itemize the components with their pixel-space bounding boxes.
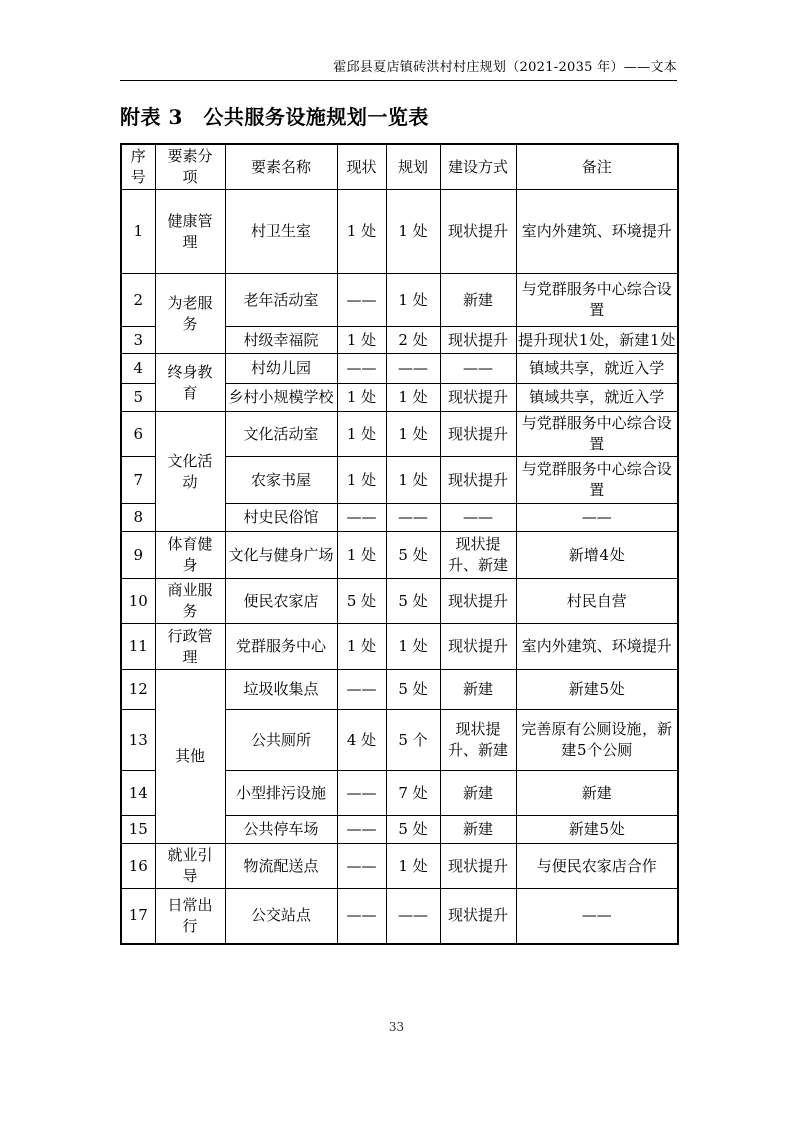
cell-name: 村史民俗馆: [225, 504, 337, 532]
cell-name: 垃圾收集点: [225, 670, 337, 710]
cell-no: 11: [121, 624, 155, 670]
table-row: [121, 579, 678, 624]
cell-category: 日常出行: [155, 889, 225, 944]
table-row: [121, 274, 678, 327]
cell-remark: 与党群服务中心综合设置: [516, 457, 678, 504]
cell-planned: 1 处: [386, 274, 440, 327]
table-body: [121, 190, 678, 944]
cell-planned: 5 个: [386, 710, 440, 771]
cell-no: 14: [121, 771, 155, 816]
cell-remark: 完善原有公厕设施 ，新建 5 个公厕: [516, 710, 678, 771]
cell-remark: 新建 5 处: [516, 670, 678, 710]
cell-category: 终身教育: [155, 354, 225, 412]
cell-planned: 1 处: [386, 457, 440, 504]
cell-no: 9: [121, 532, 155, 579]
column-header-cat: 要素分项: [155, 144, 225, 190]
cell-current: 1 处: [337, 190, 386, 274]
cell-method: 现状提升: [440, 457, 516, 504]
running-header: [120, 56, 677, 81]
cell-remark: ——: [516, 889, 678, 944]
cell-current: ——: [337, 274, 386, 327]
page-number: 33: [388, 1020, 405, 1034]
cell-current: 1 处: [337, 532, 386, 579]
cell-no: 7: [121, 457, 155, 504]
cell-no: 1: [121, 190, 155, 274]
cell-name: 党群服务中心: [225, 624, 337, 670]
cell-name: 公交站点: [225, 889, 337, 944]
cell-method: 现状提升: [440, 384, 516, 412]
cell-current: 1 处: [337, 412, 386, 457]
cell-remark: ——: [516, 504, 678, 532]
cell-planned: 1 处: [386, 190, 440, 274]
cell-method: ——: [440, 354, 516, 384]
cell-no: 5: [121, 384, 155, 412]
cell-category: 其他: [155, 670, 225, 844]
cell-method: 现状提升: [440, 844, 516, 889]
cell-name: 文化活动室: [225, 412, 337, 457]
cell-planned: 1 处: [386, 624, 440, 670]
cell-remark: 镇域共享，就近入学: [516, 384, 678, 412]
cell-current: 1 处: [337, 327, 386, 354]
cell-planned: 5 处: [386, 670, 440, 710]
cell-method: 新建: [440, 670, 516, 710]
column-header-no: 序号: [121, 144, 155, 190]
cell-name: 村卫生室: [225, 190, 337, 274]
cell-no: 10: [121, 579, 155, 624]
column-header-cur: 现状: [337, 144, 386, 190]
cell-planned: 5 处: [386, 816, 440, 844]
cell-method: ——: [440, 504, 516, 532]
cell-category: 健康管理: [155, 190, 225, 274]
cell-planned: ——: [386, 354, 440, 384]
table-row: [121, 190, 678, 274]
cell-current: ——: [337, 816, 386, 844]
cell-name: 村幼儿园: [225, 354, 337, 384]
cell-method: 现状提升: [440, 412, 516, 457]
cell-current: ——: [337, 771, 386, 816]
table-row: [121, 354, 678, 384]
cell-remark: 与党群服务中心综合设置: [516, 274, 678, 327]
cell-remark: 提升现状 1 处，新建 1 处: [516, 327, 678, 354]
cell-current: 1 处: [337, 624, 386, 670]
cell-no: 2: [121, 274, 155, 327]
cell-current: 1 处: [337, 457, 386, 504]
cell-method: 现状提升: [440, 579, 516, 624]
table-row: [121, 844, 678, 889]
cell-no: 13: [121, 710, 155, 771]
column-header-remark: 备注: [516, 144, 678, 190]
cell-no: 16: [121, 844, 155, 889]
table-header-row: [121, 144, 678, 190]
cell-planned: 5 处: [386, 579, 440, 624]
cell-remark: 新建: [516, 771, 678, 816]
page-title: 附表 3 公共服务设施规划一览表: [120, 105, 429, 129]
cell-no: 6: [121, 412, 155, 457]
cell-no: 17: [121, 889, 155, 944]
cell-remark: 室内外建筑、环境提升: [516, 190, 678, 274]
table-row: [121, 889, 678, 944]
cell-method: 新建: [440, 771, 516, 816]
cell-name: 公共厕所: [225, 710, 337, 771]
cell-no: 12: [121, 670, 155, 710]
cell-planned: 2 处: [386, 327, 440, 354]
cell-no: 4: [121, 354, 155, 384]
cell-current: 4 处: [337, 710, 386, 771]
cell-method: 现状提升、新建: [440, 532, 516, 579]
table-row: [121, 532, 678, 579]
cell-name: 公共停车场: [225, 816, 337, 844]
facilities-table: [120, 143, 679, 945]
column-header-name: 要素名称: [225, 144, 337, 190]
cell-method: 现状提升: [440, 624, 516, 670]
cell-name: 农家书屋: [225, 457, 337, 504]
cell-planned: ——: [386, 889, 440, 944]
cell-category: 行政管理: [155, 624, 225, 670]
cell-category: 为老服务: [155, 274, 225, 354]
cell-planned: 1 处: [386, 384, 440, 412]
cell-planned: 7 处: [386, 771, 440, 816]
cell-category: 商业服务: [155, 579, 225, 624]
cell-current: ——: [337, 670, 386, 710]
cell-remark: 镇域共享，就近入学: [516, 354, 678, 384]
cell-category: 文化活动: [155, 412, 225, 532]
table-row: [121, 624, 678, 670]
cell-name: 物流配送点: [225, 844, 337, 889]
cell-planned: ——: [386, 504, 440, 532]
cell-no: 8: [121, 504, 155, 532]
cell-method: 现状提升、新建: [440, 710, 516, 771]
cell-category: 就业引导: [155, 844, 225, 889]
cell-remark: 室内外建筑、环境提升: [516, 624, 678, 670]
cell-no: 15: [121, 816, 155, 844]
cell-remark: 新增 4 处: [516, 532, 678, 579]
cell-current: 1 处: [337, 384, 386, 412]
table-row: [121, 670, 678, 710]
table-row: [121, 412, 678, 457]
cell-method: 现状提升: [440, 889, 516, 944]
cell-current: ——: [337, 844, 386, 889]
cell-remark: 与便民农家店合作: [516, 844, 678, 889]
cell-planned: 5 处: [386, 532, 440, 579]
cell-planned: 1 处: [386, 844, 440, 889]
cell-name: 便民农家店: [225, 579, 337, 624]
cell-method: 现状提升: [440, 327, 516, 354]
cell-category: 体育健身: [155, 532, 225, 579]
cell-name: 老年活动室: [225, 274, 337, 327]
cell-remark: 村民自营: [516, 579, 678, 624]
running-header-text: 霍邱县夏店镇砖洪村村庄规划（2021-2035 年）——文本: [333, 60, 677, 75]
cell-name: 乡村小规模学校: [225, 384, 337, 412]
cell-current: ——: [337, 354, 386, 384]
cell-method: 现状提升: [440, 190, 516, 274]
cell-current: ——: [337, 504, 386, 532]
cell-method: 新建: [440, 816, 516, 844]
cell-current: ——: [337, 889, 386, 944]
cell-name: 小型排污设施: [225, 771, 337, 816]
cell-planned: 1 处: [386, 412, 440, 457]
column-header-method: 建设方式: [440, 144, 516, 190]
cell-current: 5 处: [337, 579, 386, 624]
cell-no: 3: [121, 327, 155, 354]
cell-name: 村级幸福院: [225, 327, 337, 354]
cell-remark: 新建 5 处: [516, 816, 678, 844]
cell-name: 文化与健身广场: [225, 532, 337, 579]
cell-method: 新建: [440, 274, 516, 327]
column-header-plan: 规划: [386, 144, 440, 190]
cell-remark: 与党群服务中心综合设置: [516, 412, 678, 457]
